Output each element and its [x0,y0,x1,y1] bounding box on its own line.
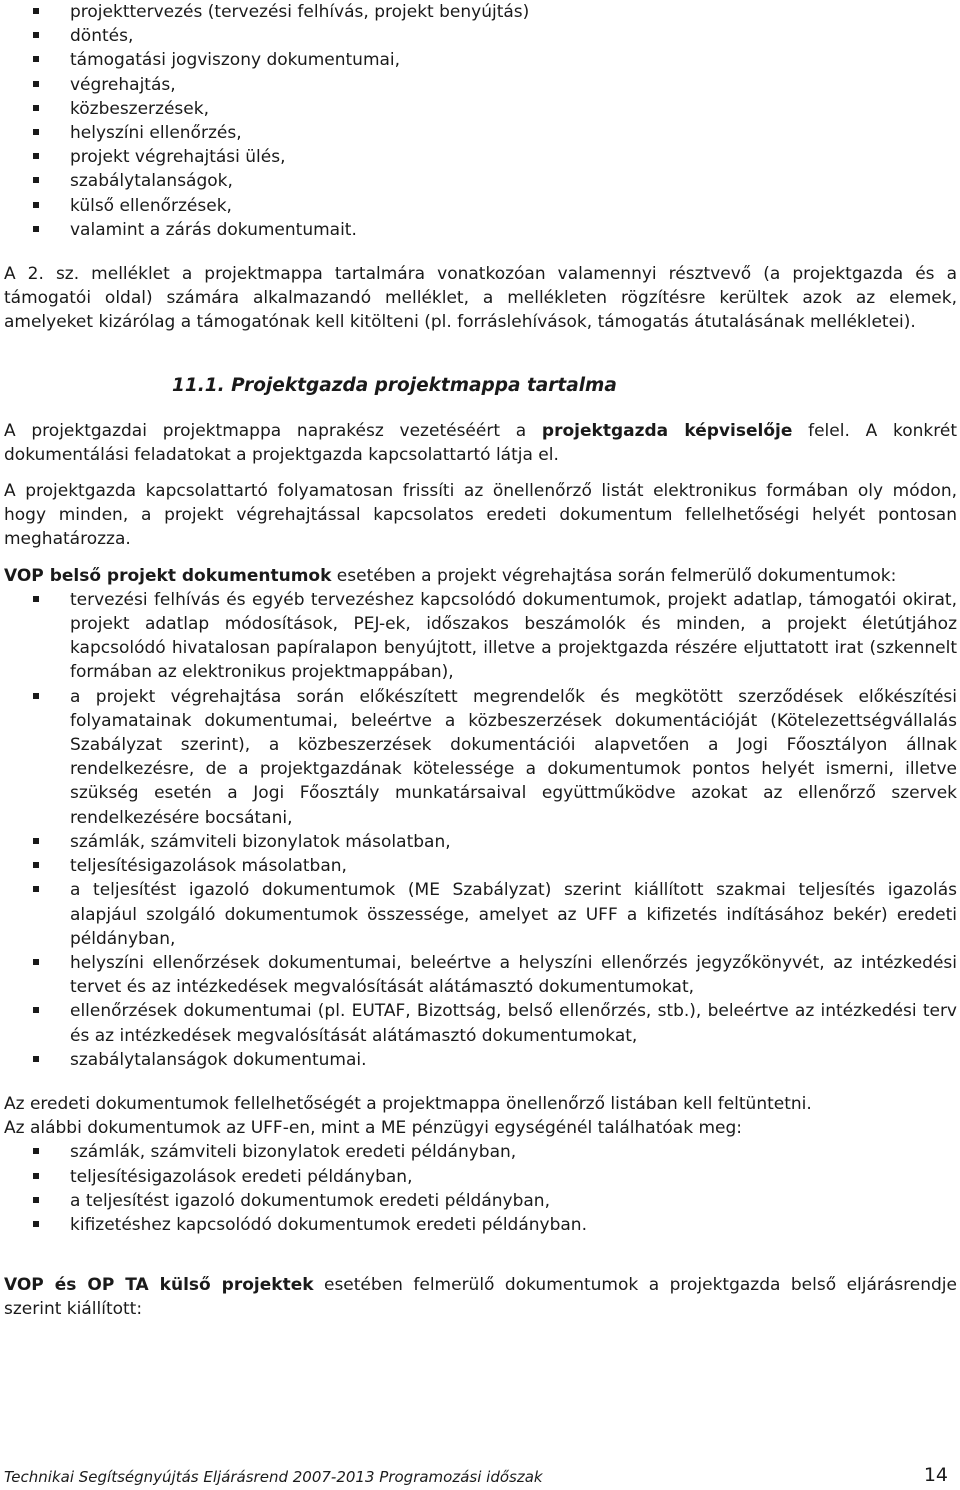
list-item: a teljesítést igazoló dokumentumok eredeti példányban, [4,1189,957,1213]
text-run: esetében felmerülő dokumentumok a projektgazda belső eljárásrendje szerint kiállított: [4,1275,957,1320]
list-item: a teljesítést igazoló dokumentumok (ME Szabályzat) szerint kiállított szakmai teljesítés igazolás alapjául szolgáló dokumentumok összessége, amelyet az UFF a kifizetés indításához bekér) eredeti példányban, [4,878,957,951]
list-item: közbeszerzések, [4,97,957,121]
bold-text: VOP belső projekt dokumentumok [4,565,332,586]
list-item: tervezési felhívás és egyéb tervezéshez kapcsolódó dokumentumok, projekt adatlap, támogatói okirat, projekt adatlap módosítások, PEJ-ek, időszakos beszámolók és minden, a projekt életútjához kapcsolódó hivatalosan papíralapon benyújtott, illetve a projektgazda részére eljuttatott irat (szkennelt formában az elektronikus projektmappában), [4,588,957,685]
contact-paragraph: A projektgazda kapcsolattartó folyamatosan frissíti az önellenőrző listát elektronikus formában oly módon, hogy minden, a projekt végrehajtással kapcsolatos eredeti dokumentum fellelhetőségi helyét pontosan meghatározza. [4,481,957,550]
section-heading [4,373,957,399]
responsibility-paragraph [4,419,957,467]
top-bullet-list [4,0,957,242]
page-footer [4,1464,954,1486]
list-item: támogatási jogviszony dokumentumai, [4,48,957,72]
list-item: szabálytalanságok dokumentumai. [4,1048,957,1072]
page-number: 14 [923,1464,948,1486]
list-item: projekt végrehajtási ülés, [4,145,957,169]
text-run: A projektgazdai projektmappa naprakész vezetéséért a [4,420,542,441]
original-documents-paragraph: Az eredeti dokumentumok fellelhetőségét a projektmappa önellenőrző listában kell feltüntetni. [4,1093,812,1114]
list-item: helyszíni ellenőrzések dokumentumai, beleértve a helyszíni ellenőrzés jegyzőkönyvét, az intézkedési tervet és az intézkedések megvalósítását alátámasztó dokumentumokat, [4,951,957,999]
document-page [4,0,957,1490]
list-item: projekttervezés (tervezési felhívás, projekt benyújtás) [4,0,957,24]
list-item: helyszíni ellenőrzés, [4,121,957,145]
list-item: ellenőrzések dokumentumai (pl. EUTAF, Bizottság, belső ellenőrzés, stb.), beleértve az intézkedési terv és az intézkedések megvalósítását alátámasztó dokumentumokat, [4,999,957,1047]
list-item: külső ellenőrzések, [4,194,957,218]
list-item: végrehajtás, [4,73,957,97]
list-item: teljesítésigazolások másolatban, [4,854,957,878]
uff-document-list [4,1140,957,1237]
bold-text: VOP és OP TA külső projektek [4,1275,314,1296]
vop-document-list [4,588,957,1072]
list-item: a projekt végrehajtása során előkészített megrendelők és megkötött szerződések előkészítési folyamatainak dokumentumai, beleértve a közbeszerzések dokumentációját (Kötelezettségvállalás Szabályzat szerint), a közbeszerzések dokumentációi alapvetően a Jogi Főosztályon állnak rendelkezésre, de a projektgazdának kötelessége a dokumentumok pontos helyét ismerni, illetve szükség esetén a Jogi Főosztály munkatársaival együttműködve azokat az ellenőrző szervek rendelkezésére bocsátani, [4,685,957,830]
section-title: Projektgazda projektmappa tartalma [231,374,617,396]
list-item: számlák, számviteli bizonylatok eredeti példányban, [4,1140,957,1164]
footer-text: Technikai Segítségnyújtás Eljárásrend 2007-2013 Programozási időszak [4,1468,543,1486]
external-projects-paragraph [4,1273,957,1321]
text-run: felel. A konkrét dokumentálási feladatokat a projektgazda kapcsolattartó látja el. [4,420,957,465]
list-item: szabálytalanságok, [4,169,957,193]
bold-text: projektgazda képviselője [541,420,793,441]
list-item: teljesítésigazolások eredeti példányban, [4,1165,957,1189]
vop-paragraph [4,564,957,588]
list-item: számlák, számviteli bizonylatok másolatban, [4,830,957,854]
list-item: kifizetéshez kapcsolódó dokumentumok eredeti példányban. [4,1213,957,1237]
uff-paragraph: Az alábbi dokumentumok az UFF-en, mint a ME pénzügyi egységénél találhatóak meg: [4,1118,742,1139]
annex-paragraph: A 2. sz. melléklet a projektmappa tartalmára vonatkozóan valamennyi résztvevő (a projektgazda és a támogatói oldal) számára alkalmazandó melléklet, a mellékleten rögzítésre kerültek azok az elemek, amelyeket kizárólag a támogatónak kell kitölteni (pl. forráslehívások, támogatás átutalásának mellékletei). [4,264,957,333]
section-number: 11.1. [172,374,225,396]
list-item: döntés, [4,24,957,48]
list-item: valamint a zárás dokumentumait. [4,218,957,242]
text-run: esetében a projekt végrehajtása során felmerülő dokumentumok: [331,565,897,586]
